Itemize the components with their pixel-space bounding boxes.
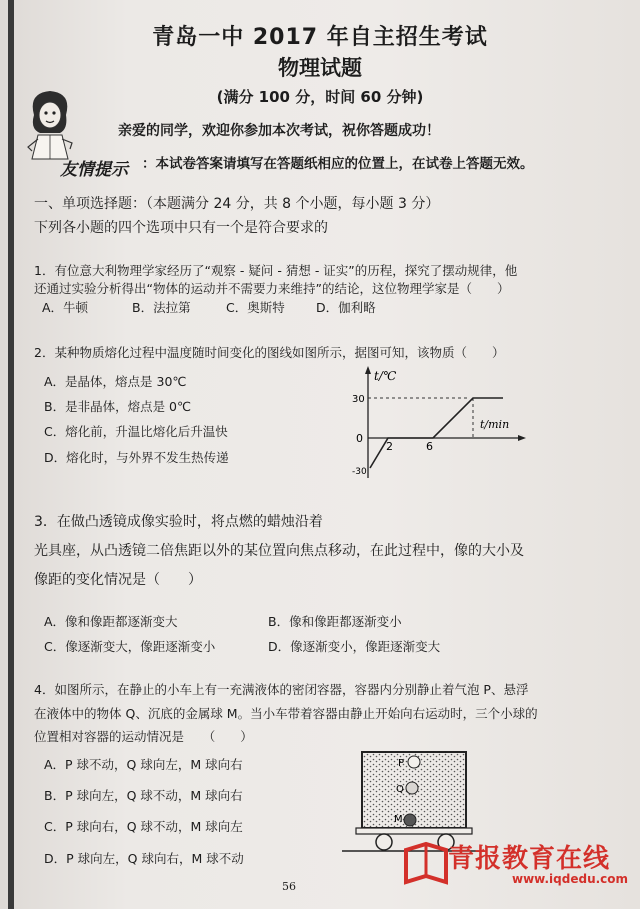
q3-stem-line-3: 像距的变化情况是（ ）: [34, 572, 202, 588]
x-tick-6: 6: [426, 440, 433, 453]
y-tick-30: 30: [352, 394, 365, 405]
score-time: (满分 100 分，时间 60 分钟): [216, 88, 424, 106]
label-m: M: [394, 814, 403, 825]
exam-title: 青岛一中 2017 年自主招生考试: [152, 25, 488, 50]
q3-option-d: D．像逐渐变小，像距逐渐变大: [268, 639, 441, 654]
q3-option-b: B．像和像距都逐渐变小: [268, 614, 402, 629]
section-note: 下列各小题的四个选项中只有一个是符合要求的: [34, 220, 328, 236]
q1-stem-line-1: 1．有位意大利物理学家经历了“观察 - 疑问 - 猜想 - 证实”的历程，探究了摆动规律，他: [34, 263, 518, 278]
q4-stem-line-2: 在液体中的物体 Q、沉底的金属球 M。当小车带着容器由静止开始向右运动时，三个小球的: [34, 706, 538, 721]
melting-graph: [338, 360, 528, 485]
q4-option-a: A．P 球不动，Q 球向左，M 球向右: [44, 757, 243, 772]
q3-option-c: C．像逐渐变大，像距逐渐变小: [44, 639, 216, 654]
watermark-name: 青报教育在线: [448, 844, 611, 874]
q4-stem-line-1: 4．如图所示，在静止的小车上有一充满液体的密闭容器，容器内分别静止着气泡 P、悬浮: [34, 682, 529, 697]
section-heading: 一、单项选择题：（本题满分 24 分，共 8 个小题，每小题 3 分）: [34, 196, 440, 212]
q2-option-a: A．是晶体，熔点是 30℃: [44, 374, 187, 389]
q3-option-a: A．像和像距都逐渐变大: [44, 614, 178, 629]
q4-option-c: C．P 球向右，Q 球不动，M 球向左: [44, 819, 243, 834]
q2-option-d: D．熔化时，与外界不发生热传递: [44, 450, 229, 465]
q4-option-b: B．P 球向左，Q 球不动，M 球向右: [44, 788, 243, 803]
y-tick-neg30: -30: [352, 467, 367, 477]
tip-label: 友情提示: [60, 160, 128, 180]
page-number: 56: [282, 880, 296, 893]
exam-subtitle: 物理试题: [278, 56, 362, 80]
mascot-illustration: [22, 85, 78, 161]
q3-stem-line-1: 3．在做凸透镜成像实验时，将点燃的蜡烛沿着: [34, 514, 323, 530]
q2-option-b: B．是非晶体，熔点是 0℃: [44, 399, 192, 414]
q4-option-d: D．P 球向左，Q 球向右，M 球不动: [44, 851, 244, 866]
q4-stem-line-3: 位置相对容器的运动情况是 （ ）: [34, 729, 253, 744]
watermark-url: www.iqdedu.com: [512, 872, 629, 886]
x-axis-label: t/min: [480, 418, 510, 431]
label-q: Q: [396, 784, 404, 795]
x-tick-2: 2: [386, 440, 393, 453]
binding-edge: [8, 0, 14, 909]
q1-option-b: B．法拉第: [132, 300, 191, 315]
label-p: P: [398, 758, 405, 769]
y-tick-0: 0: [356, 432, 363, 445]
greeting-text: 亲爱的同学，欢迎你参加本次考试，祝你答题成功！: [118, 123, 440, 139]
q2-stem: 2．某种物质熔化过程中温度随时间变化的图线如图所示，据图可知，该物质（ ）: [34, 345, 505, 360]
q1-option-d: D．伽利略: [316, 300, 376, 315]
y-axis-label: t/℃: [374, 369, 397, 383]
q3-stem-line-2: 光具座，从凸透镜二倍焦距以外的某位置向焦点移动，在此过程中，像的大小及: [34, 543, 524, 559]
tip-text: ：本试卷答案请填写在答题纸相应的位置上，在试卷上答题无效。: [142, 156, 534, 172]
q1-option-a: A．牛顿: [42, 300, 89, 315]
q2-option-c: C．熔化前，升温比熔化后升温快: [44, 424, 228, 439]
q1-option-c: C．奥斯特: [226, 300, 285, 315]
q1-stem-line-2: 还通过实验分析得出“物体的运动并不需要力来维持”的结论，这位物理学家是（ ）: [34, 281, 510, 296]
